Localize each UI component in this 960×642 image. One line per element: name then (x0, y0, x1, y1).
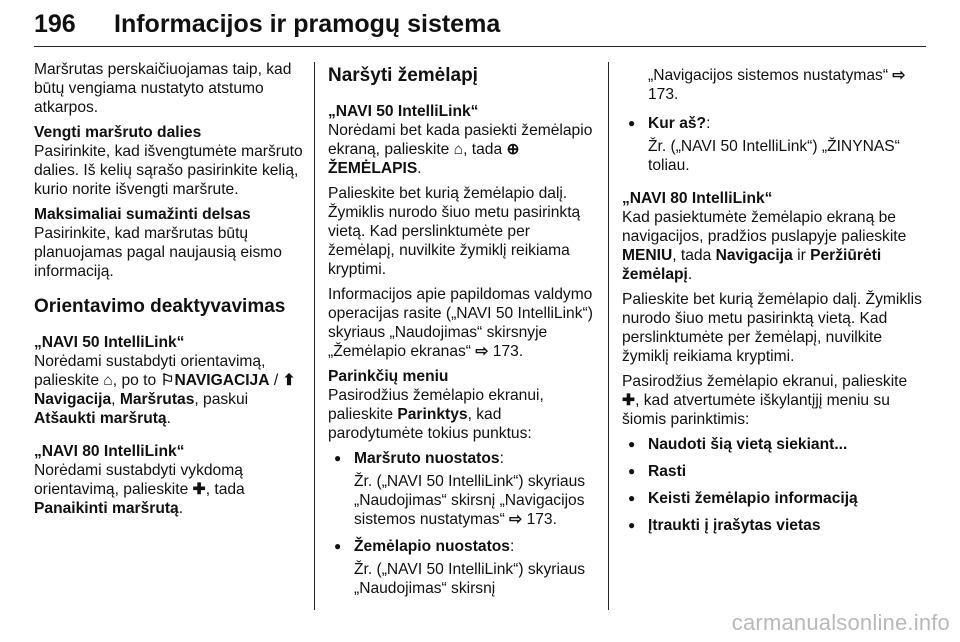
column-1 (34, 60, 304, 524)
flag-icon: ⚐ (160, 372, 175, 389)
list-item: ● Maršruto nuostatos: Žr. („NAVI 50 IntelliLink“) skyriaus „Naudojimas“ skirsnį „Navigacijos sistemos nustatymas“ ⇨ 173. (328, 449, 600, 529)
options-menu-text: Pasirodžius žemėlapio ekranui, palieskite Parinktys, kad parodytumėte tokius punktus: (328, 387, 544, 442)
list-item: ● Keisti žemėlapio informaciją (622, 489, 922, 508)
options-list (328, 449, 600, 598)
navi50-deactivate-text: Norėdami sustabdyti orientavimą, palieskite ⌂, po to ⚐NAVIGACIJA / ⬆Navigacija, Maršrutas, paskui Atšaukti maršrutą. (34, 353, 296, 427)
options-list-continued (622, 114, 922, 175)
navi80-map-touch-text: Palieskite bet kurią žemėlapio dalį. Žymiklis nurodo šiuo metu pasirinktą vietą. Kad perslinktumėte per žemėlapį, nuvilkite žymiklį reikiama kryptimi. (622, 291, 922, 365)
list-item: ● Įtraukti į įrašytas vietas (622, 516, 922, 535)
section-title-deactivate: Orientavimo deaktyvavimas (34, 296, 286, 317)
navi50-title: „NAVI 50 IntelliLink“ (34, 334, 185, 351)
popup-menu-list (622, 435, 922, 535)
list-item: ● Rasti (622, 462, 922, 481)
page-number: 196 (34, 10, 76, 38)
delay-title: Maksimaliai sumažinti delsas (34, 206, 251, 223)
navi50-title: „NAVI 50 IntelliLink“ (328, 103, 479, 120)
map-touch-text: Palieskite bet kurią žemėlapio dalį. Žymiklis nurodo šiuo metu pasirinktą vietą. Kad perslinktumėte per žemėlapį, nuvilkite žymiklį reikiama kryptimi. (328, 185, 581, 278)
column-divider (608, 62, 609, 610)
column-2 (328, 60, 600, 606)
avoid-text: Pasirinkite, kad išvengtumėte maršruto dalies. Iš kelių sąrašo pasirinkite kelią, kurio norite išvengti maršrute. (34, 143, 303, 198)
globe-icon: ⊕ (506, 141, 520, 158)
column-divider (314, 62, 315, 610)
chapter-title: Informacijos ir pramogų sistema (114, 10, 501, 38)
ref-arrow-icon: ⇨ (475, 343, 489, 360)
navi80-deactivate-text: Norėdami sustabdyti vykdomą orientavimą, palieskite ✚, tada Panaikinti maršrutą. (34, 462, 245, 517)
options-menu-title: Parinkčių meniu (328, 368, 449, 385)
popup-menu-text: Pasirodžius žemėlapio ekranui, palieskite ✚, kad atvertumėte iškylantįjį meniu su šiomis parinktimis: (622, 373, 908, 428)
intro-text: Maršrutas perskaičiuojamas taip, kad būtų vengiama nustatyto atstumo atkarpos. (34, 61, 292, 116)
plus-icon: ✚ (622, 392, 636, 409)
home-icon: ⌂ (103, 372, 113, 389)
page-header (34, 6, 926, 47)
map-access-text: Norėdami bet kada pasiekti žemėlapio ekraną, palieskite ⌂, tada ⊕ŽEMĖLAPIS. (328, 122, 593, 177)
delay-text: Pasirinkite, kad maršrutas būtų planuojamas pagal naujausią eismo informaciją. (34, 225, 282, 280)
avoid-title: Vengti maršruto dalies (34, 124, 202, 141)
plus-icon: ✚ (192, 481, 206, 498)
navi80-map-access-text: Kad pasiektumėte žemėlapio ekraną be navigacijos, pradžios puslapyje palieskite MENIU, tada Navigacija ir Peržiūrėti žemėlapį. (622, 209, 907, 283)
column-3 (622, 60, 922, 543)
navi80-title: „NAVI 80 IntelliLink“ (34, 443, 185, 460)
ref-arrow-icon: ⇨ (509, 511, 523, 528)
car-icon: ⬆ (282, 372, 296, 389)
navi80-title: „NAVI 80 IntelliLink“ (622, 190, 773, 207)
list-item: ● Kur aš?: Žr. („NAVI 50 IntelliLink“) „ŽINYNAS“ toliau. (622, 114, 922, 175)
map-info-text: Informacijos apie papildomas valdymo operacijas rasite („NAVI 50 IntelliLink“) skyriaus „Naudojimas“ skirsnyje „Žemėlapio ekranas“ ⇨ 173. (328, 286, 593, 360)
section-title-browse-map: Naršyti žemėlapį (328, 65, 478, 86)
watermark: carmanualsonline.info (731, 610, 950, 635)
ref-arrow-icon: ⇨ (892, 67, 906, 84)
continued-text: „Navigacijos sistemos nustatymas“ ⇨ 173. (648, 67, 906, 103)
list-item: ● Naudoti šią vietą siekiant... (622, 435, 922, 454)
list-item: ● Žemėlapio nuostatos: Žr. („NAVI 50 IntelliLink“) skyriaus „Naudojimas“ skirsnį (328, 537, 600, 598)
home-icon: ⌂ (453, 141, 464, 158)
